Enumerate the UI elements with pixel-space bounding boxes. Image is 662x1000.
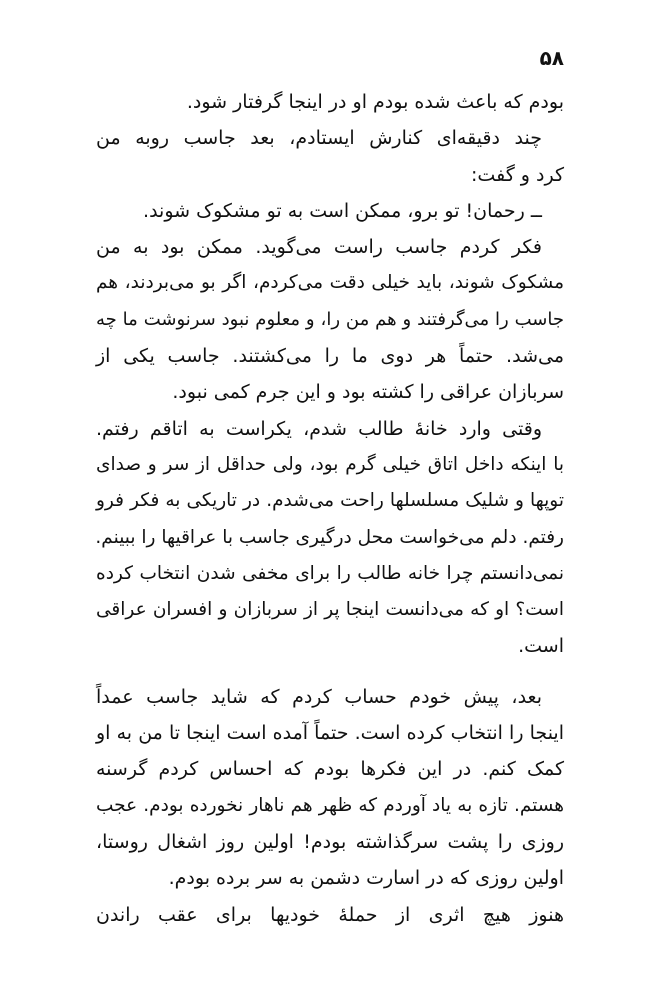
text-line: اولین روزی که در اسارت دشمن به سر برده بودم. (168, 867, 564, 890)
text-line: جاسب را می‌گرفتند و هم من را، و معلوم نبود سرنوشت ما چه (96, 308, 564, 330)
text-line: هنوز هیچ اثری از حملهٔ خودیها برای عقب راندن (96, 903, 564, 926)
text-line: بعد، پیش خودم حساب کردم که شاید جاسب عمداً (96, 685, 542, 708)
body-text (96, 84, 564, 933)
text-line: کمک کنم. در این فکرها بودم که احساس کردم گرسنه (96, 758, 564, 781)
text-line: توپها و شلیک مسلسلها راحت می‌شدم. در تاریکی به فکر فرو (96, 490, 564, 512)
text-line: نمی‌دانستم چرا خانه طالب را برای مخفی شدن انتخاب کرده (96, 562, 564, 584)
text-line: مشکوک شوند، باید خیلی دقت می‌کردم، اگر بو می‌بردند، هم (96, 272, 564, 294)
text-line: است. (518, 635, 564, 658)
text-line: کرد و گفت: (471, 163, 564, 186)
text-line: می‌شد. حتماً هر دوی ما را می‌کشتند. جاسب یکی از (96, 345, 564, 368)
text-line: بودم که باعث شده بودم او در اینجا گرفتار شود. (186, 91, 564, 113)
text-line: اینجا را انتخاب کرده است. حتماً آمده است اینجا تا من به او (96, 722, 564, 745)
text-line: رفتم. دلم می‌خواست محل درگیری جاسب با عراقیها را ببینم. (95, 526, 564, 548)
text-line: است؟ او که می‌دانست اینجا پر از سربازان و افسران عراقی (96, 599, 564, 621)
text-line: سربازان عراقی را کشته بود و این جرم کمی نبود. (172, 381, 564, 404)
text-line: هستم. تازه به یاد آوردم که ظهر هم ناهار نخورده بودم. عجب (96, 794, 564, 816)
page-number: ۵۸ (539, 46, 564, 70)
text-line: با اینکه داخل اتاق خیلی گرم بود، ولی حداقل از سر و صدای (96, 453, 564, 475)
text-line: ــ رحمان! تو برو، ممکن است به تو مشکوک شوند. (143, 199, 542, 222)
text-line: وقتی وارد خانهٔ طالب شدم، یکراست به اتاقم رفتم. (96, 417, 542, 440)
text-line: چند دقیقه‌ای کنارش ایستادم، بعد جاسب روبه من (96, 127, 542, 150)
text-line: روزی را پشت سرگذاشته بودم! اولین روز اشغال روستا، (96, 830, 564, 853)
text-line: فکر کردم جاسب راست می‌گوید. ممکن بود به من (96, 236, 542, 259)
